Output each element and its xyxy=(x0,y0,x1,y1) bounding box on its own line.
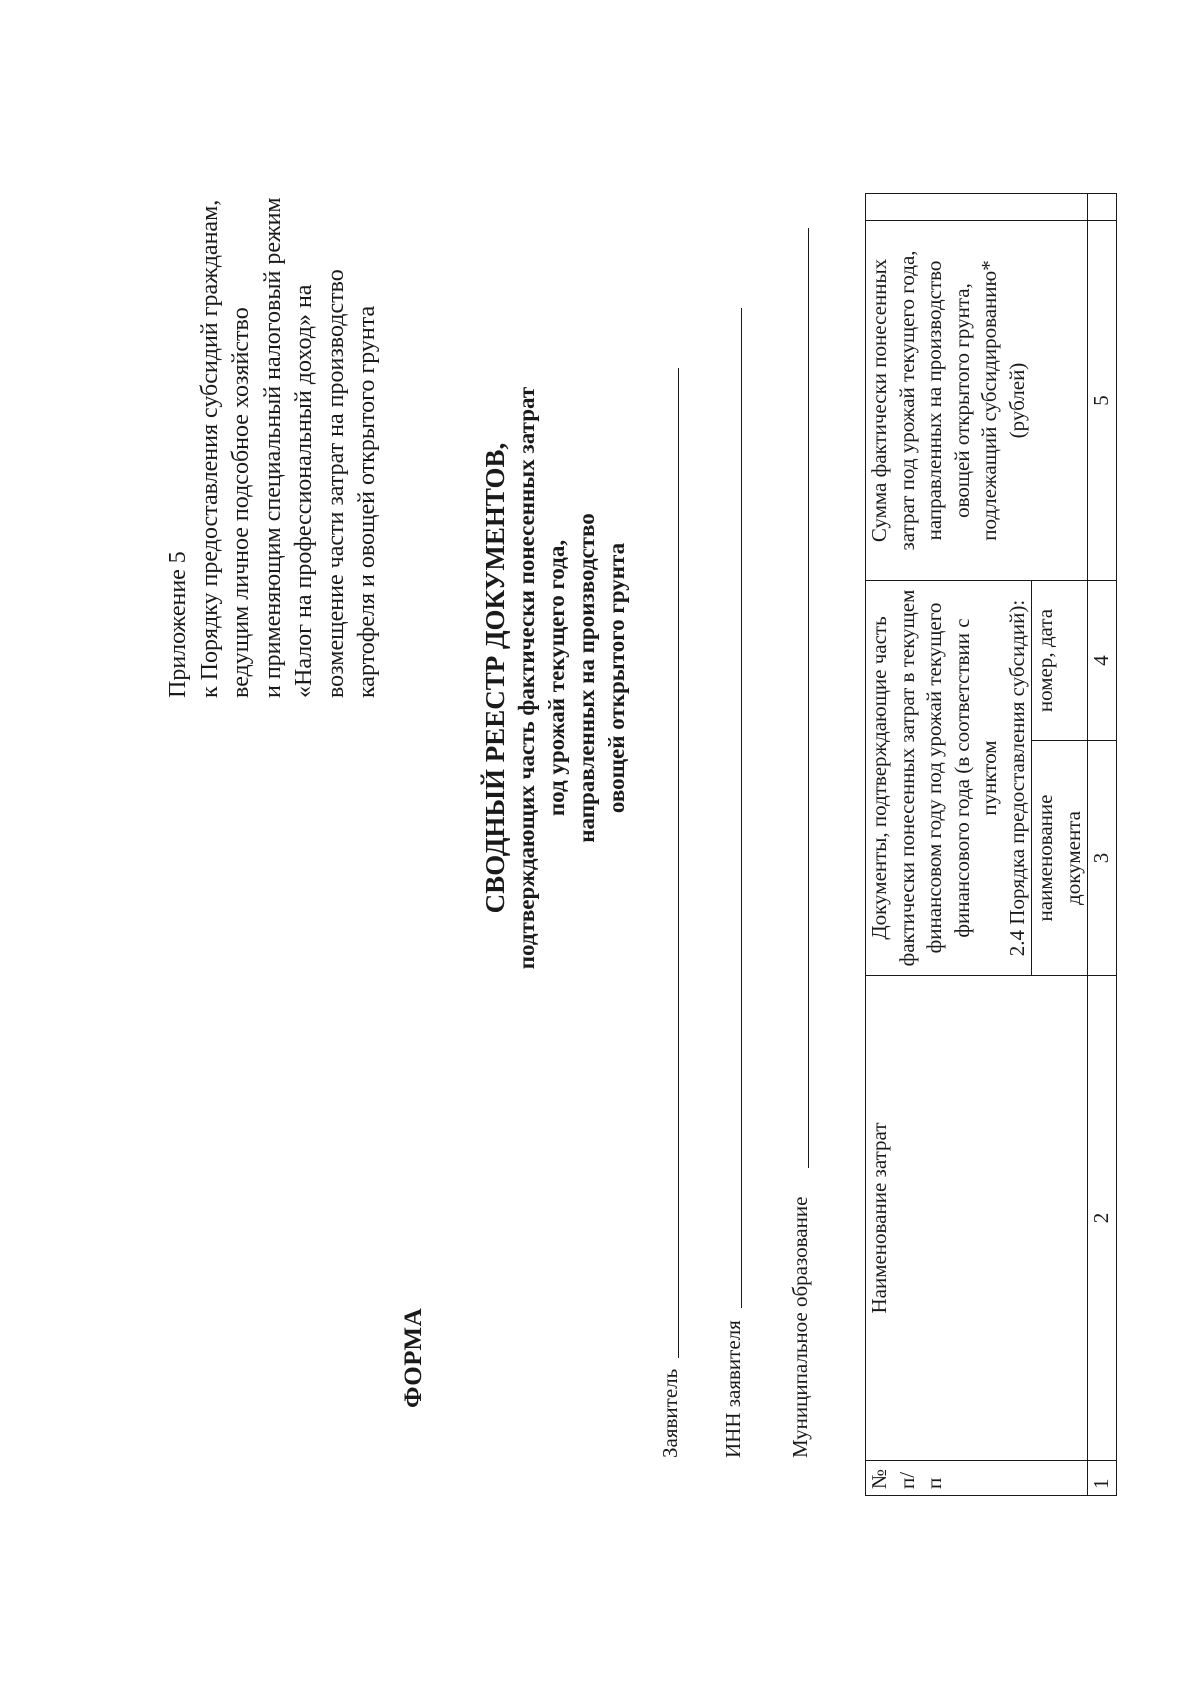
col-cost-name-header: Наименование затрат xyxy=(866,976,1088,1461)
inn-label: ИНН заявителя xyxy=(721,1320,745,1458)
appendix-line: картофеля и овощей открытого грунта xyxy=(354,305,380,698)
table-header-row xyxy=(866,194,1032,1496)
appendix-note xyxy=(163,0,384,698)
title-subline: под урожай текущего года, xyxy=(544,539,569,817)
documents-table xyxy=(865,193,1117,1496)
document-title xyxy=(478,298,632,1058)
column-number: 5 xyxy=(1088,221,1117,581)
title-subline: подтверждающих часть фактически понесенных затрат xyxy=(514,386,539,970)
municipality-label: Муниципальное образование xyxy=(788,1196,812,1458)
appendix-line: и применяющим специальный налоговый режим xyxy=(259,197,286,698)
title-subline: овощей открытого грунта xyxy=(604,542,629,814)
inn-field xyxy=(721,1320,746,1458)
column-number: 4 xyxy=(1088,581,1117,741)
col-doc-number-date-subheader: номер, дата xyxy=(1032,581,1088,741)
column-number: 1 xyxy=(1088,1461,1117,1496)
appendix-line: ведущим личное подсобное хозяйство xyxy=(228,307,254,698)
applicant-fill-line[interactable] xyxy=(678,368,679,1358)
column-number: 2 xyxy=(1088,976,1117,1461)
empty-cell xyxy=(866,194,1088,221)
municipality-field xyxy=(788,1197,813,1458)
applicant-label: Заявитель xyxy=(658,1368,682,1458)
title-main: СВОДНЫЙ РЕЕСТР ДОКУМЕНТОВ, xyxy=(480,442,510,914)
appendix-line: возмещение части затрат на производство xyxy=(322,269,349,698)
title-subline: направленных на производство xyxy=(574,513,599,843)
inn-fill-line[interactable] xyxy=(741,308,742,1308)
municipality-fill-line[interactable] xyxy=(808,228,809,1168)
col-doc-name-subheader: наименование документа xyxy=(1032,741,1088,976)
form-label: ФОРМА xyxy=(400,1307,427,1408)
column-number: 3 xyxy=(1088,741,1117,976)
col-amount-header: Сумма фактически понесенных затрат под урожай текущего года, направленных на производство овощей открытого грунта, подлежащий субсидированию* (рублей) xyxy=(866,221,1088,581)
column-numbers-row xyxy=(1088,194,1117,1496)
applicant-field xyxy=(658,1369,683,1458)
appendix-line: «Налог на профессиональный доход» на xyxy=(291,284,317,698)
appendix-line: Приложение 5 xyxy=(165,551,191,698)
empty-cell xyxy=(1088,194,1117,221)
appendix-line: к Порядку предоставления субсидий гражданам, xyxy=(196,199,223,698)
col-number-header: № п/ п xyxy=(866,1461,1088,1496)
col-documents-header: Документы, подтверждающие часть фактически понесенных затрат в текущем финансовом году под урожай текущего финансового года (в соответствии с пунктом 2.4 Порядка предоставления субсидий): xyxy=(866,581,1032,976)
